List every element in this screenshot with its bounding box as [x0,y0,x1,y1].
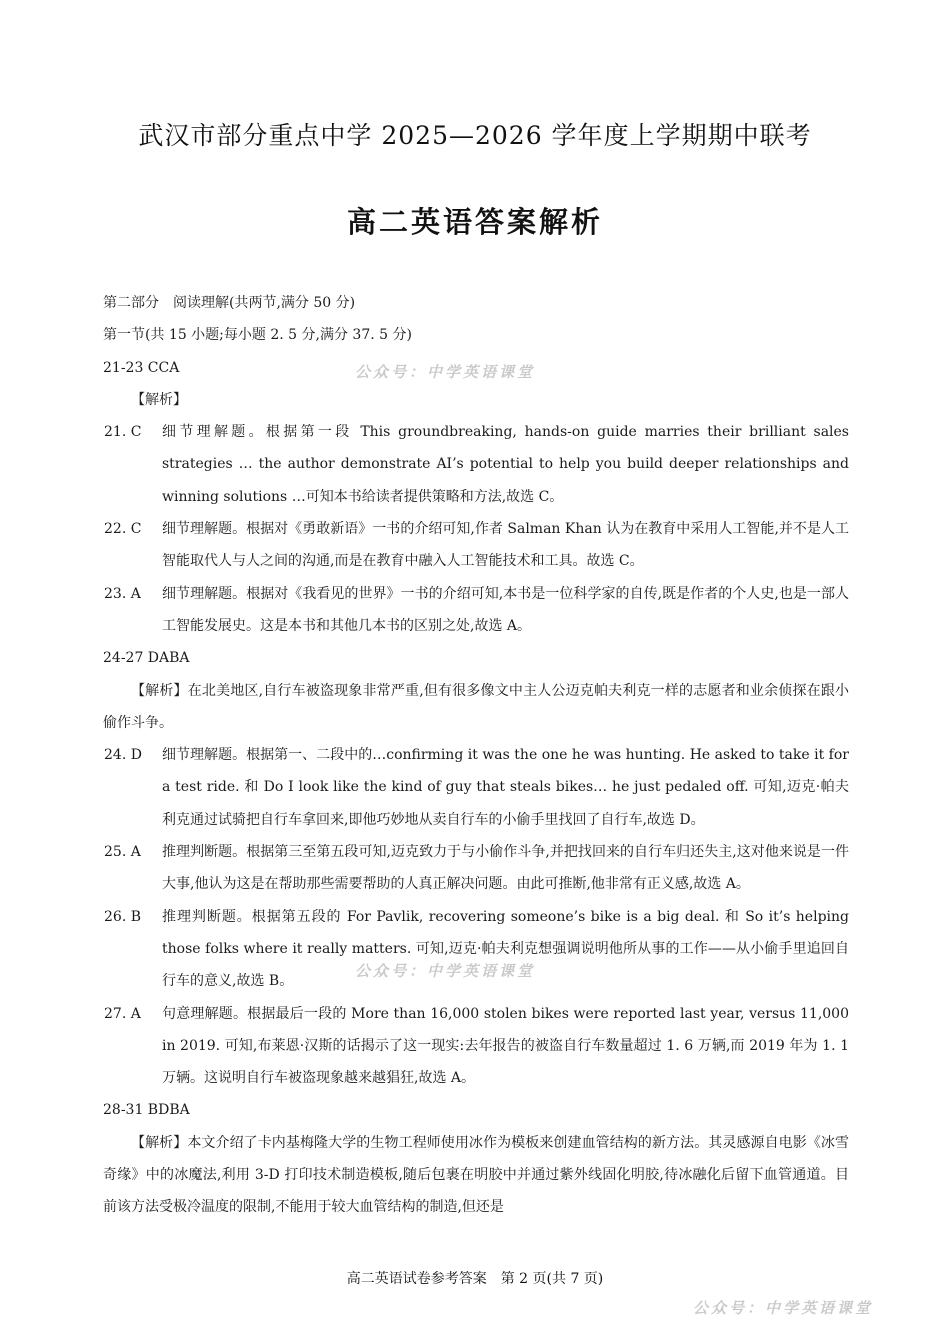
watermark: 公众号：中学英语课堂 [693,1299,874,1317]
explanation-text: 细节理解题。根据第一、二段中的…confirming it was the one he was hunting. He asked to take it for a test ride. 和 Do I look like the kind of guy that steals bikes… he just pedaled off. 可知,迈克·帕夫利克通过试骑把自行车拿回来,即他巧妙地从卖自行车的小偷手里找回了自行车,故选 D。 [162,747,849,828]
question-explanation [103,513,849,578]
answer-key: 24-27 DABA [103,650,190,667]
question-explanation [103,836,849,901]
answer-key: 21-23 CCA [103,359,180,376]
passage-summary [103,1127,849,1224]
analysis-label: 【解析】 [131,682,188,699]
question-explanation [103,578,849,643]
question-explanation [103,739,849,836]
analysis-label: 【解析】 [131,391,187,408]
question-answer: 27. A [104,1005,141,1022]
question-answer: 25. A [104,844,141,861]
answer-content [103,287,849,1224]
explanation-text: 细节理解题。根据对《勇敢新语》一书的介绍可知,作者 Salman Khan 认为在教育中采用人工智能,并不是人工智能取代人与人之间的沟通,而是在教育中融入人工智能技术和工具。故选 C。 [162,521,849,570]
analysis-label: 【解析】 [131,1134,188,1151]
question-explanation [103,901,849,998]
summary-text: 在北美地区,自行车被盗现象非常严重,但有很多像文中主人公迈克帕夫利克一样的志愿者和业余侦探在跟小偷作斗争。 [103,682,849,731]
subsection-heading: 第一节(共 15 小题;每小题 2. 5 分,满分 37. 5 分) [103,327,412,344]
question-explanation [103,998,849,1095]
answer-key: 28-31 BDBA [103,1102,190,1119]
question-answer: 26. B [104,908,142,925]
explanation-text: 推理判断题。根据第五段的 For Pavlik, recovering someone’s bike is a big deal. 和 So it’s helping those folks where it really matters. 可知,迈克·帕夫利克想强调说明他所从事的工作——从小偷手里追回自行车的意义,故选 B。 [162,908,849,990]
document-subtitle: 高二英语答案解析 [346,205,603,239]
question-answer: 21. C [104,424,142,441]
question-explanation [103,416,849,513]
explanation-text: 细节理解题。根据第一段 This groundbreaking, hands-on guide marries their brilliant sales strategies … the author demonstrate AI’s potential to help you build deeper relationships and winning solutions …可知本书给读者提供策略和方法,故选 C。 [162,424,849,505]
page-footer: 高二英语试卷参考答案 第 2 页(共 7 页) [346,1271,604,1287]
question-answer: 23. A [104,585,141,602]
explanation-text: 细节理解题。根据对《我看见的世界》一书的介绍可知,本书是一位科学家的自传,既是作者的个人史,也是一部人工智能发展史。这是本书和其他几本书的区别之处,故选 A。 [162,585,849,634]
answer-group-24-27 [103,642,849,1094]
passage-summary [103,675,849,740]
answer-group-28-31 [103,1094,849,1223]
explanation-text: 句意理解题。根据最后一段的 More than 16,000 stolen bikes were reported last year, versus 11,000 in 2019. 可知,布莱恩·汉斯的话揭示了这一现实:去年报告的被盗自行车数量超过 1. 6 万辆,而 2019 年为 1. 1 万辆。这说明自行车被盗现象越来越猖狂,故选 A。 [162,1005,849,1087]
section-heading: 第二部分 阅读理解(共两节,满分 50 分) [103,295,356,311]
answer-group-21-23 [103,352,849,643]
summary-text: 本文介绍了卡内基梅隆大学的生物工程师使用冰作为模板来创建血管结构的新方法。其灵感源自电影《冰雪奇缘》中的冰魔法,利用 3-D 打印技术制造模板,随后包裹在明胶中并通过紫外线固化明胶,待冰融化后留下血管通道。目前该方法受极冷温度的限制,不能用于较大血管结构的制造,但还是 [103,1134,850,1216]
question-answer: 22. C [104,521,142,538]
watermark: 公众号：中学英语课堂 [355,363,536,381]
question-answer: 24. D [104,747,142,764]
document-title: 武汉市部分重点中学 2025—2026 学年度上学期期中联考 [138,121,812,150]
explanation-text: 推理判断题。根据第三至第五段可知,迈克致力于与小偷作斗争,并把找回来的自行车归还失主,这对他来说是一件大事,他认为这是在帮助那些需要帮助的人真正解决问题。由此可推断,他非常有正义感,故选 A。 [162,844,849,893]
watermark: 公众号：中学英语课堂 [355,962,536,980]
